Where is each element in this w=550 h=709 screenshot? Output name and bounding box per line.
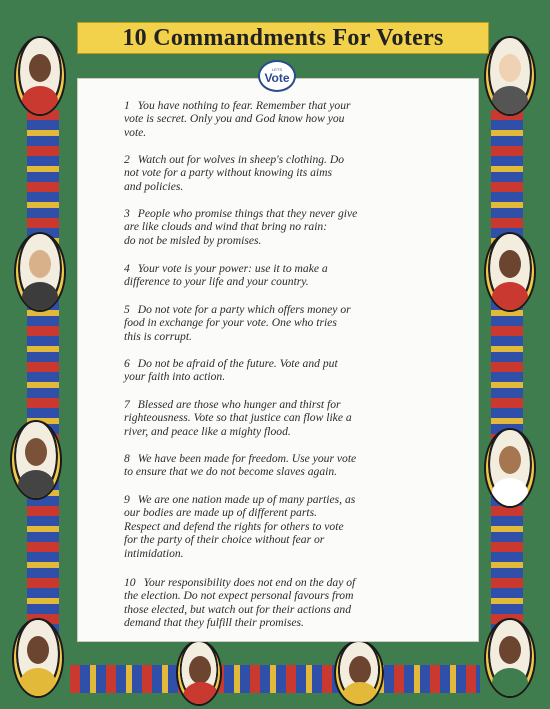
- commandment-text: People who promise things that they never give: [137, 207, 358, 220]
- commandment-text: not vote for a party without knowing its aims: [124, 166, 333, 180]
- bottom-border-pattern: [70, 665, 480, 693]
- commandment-3: [124, 207, 449, 247]
- portrait-bottom-left: [12, 618, 64, 698]
- commandment-number: 6: [124, 357, 130, 370]
- commandment-number: 1: [124, 99, 130, 112]
- commandment-text: do not be misled by promises.: [124, 233, 262, 247]
- portrait-mid-right: [484, 232, 536, 312]
- commandment-text: those elected, but watch out for their actions and: [124, 602, 352, 616]
- commandment-text: this is corrupt.: [124, 329, 192, 343]
- commandment-number: 2: [124, 153, 130, 166]
- commandment-text: Your vote is your power: use it to make a: [137, 262, 328, 275]
- commandment-2: [124, 153, 449, 193]
- commandment-number: 4: [124, 262, 130, 275]
- commandment-1: [124, 99, 449, 139]
- vote-logo: [258, 60, 296, 92]
- commandment-number: 3: [124, 207, 130, 220]
- commandment-number: 5: [124, 303, 130, 316]
- commandment-number: 9: [124, 493, 130, 506]
- commandment-9: [124, 493, 449, 560]
- commandment-text: food in exchange for your vote. One who tries: [124, 316, 337, 330]
- commandment-number: 7: [124, 398, 130, 411]
- commandment-text: You have nothing to fear. Remember that your: [137, 99, 351, 112]
- portrait-bottom-center-right: [334, 640, 384, 706]
- commandment-number: 8: [124, 452, 130, 465]
- portrait-bottom-center-left: [176, 640, 222, 706]
- commandment-text: We have been made for freedom. Use your vote: [137, 452, 357, 465]
- commandment-text: Respect and defend the rights for others to vote: [124, 519, 344, 533]
- commandment-text: are like clouds and wind that bring no rain:: [124, 220, 328, 234]
- portrait-top-left: [14, 36, 66, 116]
- commandment-text: righteousness. Vote so that justice can flow like a: [124, 411, 352, 425]
- portrait-bottom-right: [484, 618, 536, 698]
- commandment-text: difference to your life and your country.: [124, 275, 309, 289]
- commandment-5: [124, 303, 449, 343]
- commandment-text: for the party of their choice without fear or: [124, 533, 325, 547]
- commandment-text: the election. Do not expect personal favours from: [124, 589, 354, 603]
- commandment-text: demand that they fulfill their promises.: [124, 616, 304, 630]
- right-border-pattern: [491, 110, 523, 650]
- portrait-top-right: [484, 36, 536, 116]
- left-border-pattern: [27, 110, 59, 650]
- commandment-text: intimidation.: [124, 546, 184, 560]
- commandment-text: Your responsibility does not end on the day of: [143, 576, 356, 589]
- commandment-text: river, and peace like a mighty flood.: [124, 424, 291, 438]
- commandment-text: our bodies are made up of different parts.: [124, 506, 318, 520]
- commandment-7: [124, 398, 449, 438]
- commandment-text: We are one nation made up of many parties, as: [137, 493, 356, 506]
- commandment-text: Do not vote for a party which offers money or: [137, 303, 351, 316]
- commandment-number: 10: [124, 576, 136, 589]
- commandment-text: Watch out for wolves in sheep's clothing. Do: [137, 153, 345, 166]
- portrait-lower-right: [484, 428, 536, 508]
- commandment-text: Blessed are those who hunger and thirst for: [137, 398, 341, 411]
- logo-small-text: LETS: [271, 67, 282, 72]
- commandment-text: vote is secret. Only you and God know how you: [124, 112, 345, 126]
- commandment-text: vote.: [124, 125, 147, 139]
- portrait-mid-left: [14, 232, 66, 312]
- commandment-text: Do not be afraid of the future. Vote and put: [137, 357, 338, 370]
- page-title: 10 Commandments For Voters: [122, 24, 444, 51]
- portrait-miner-left: [10, 420, 62, 500]
- logo-word: Vote: [264, 71, 290, 85]
- commandment-text: and policies.: [124, 179, 184, 193]
- commandment-text: to ensure that we do not become slaves again.: [124, 465, 338, 479]
- commandment-8: [124, 452, 449, 479]
- commandment-text: your faith into action.: [124, 370, 226, 384]
- commandment-6: [124, 357, 449, 384]
- title-banner: [77, 22, 489, 54]
- commandment-4: [124, 262, 449, 289]
- commandment-10: [124, 576, 449, 630]
